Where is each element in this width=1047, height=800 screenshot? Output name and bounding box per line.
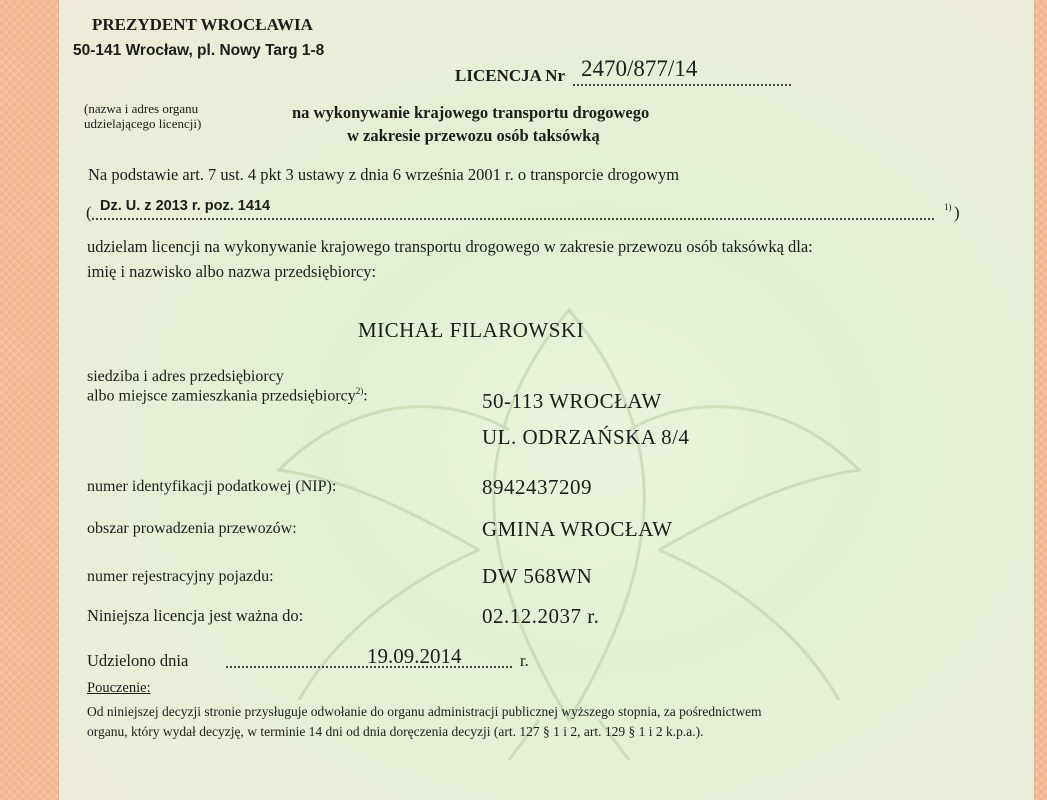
instruction-line-1: Od niniejszej decyzji stronie przysługuje odwołanie do organu administracji publicznej wyższego stopnia, za pośrednictwem [87,704,762,719]
valid-label: Niniejsza licencja jest ważna do: [87,606,304,625]
holder-name-label: imię i nazwisko albo nazwa przedsiębiorcy: [87,262,377,281]
legal-basis: Na podstawie art. 7 ust. 4 pkt 3 ustawy z dnia 6 września 2001 r. o transporcie drogowym [88,165,680,184]
license-number: 2470/877/14 [581,56,698,81]
nip-value: 8942437209 [482,475,592,499]
journal-line [86,200,966,226]
issue-date: 19.09.2014 [367,644,462,668]
journal-reference: Dz. U. z 2013 r. poz. 1414 [100,198,271,214]
vehicle-label: numer rejestracyjny pojazdu: [87,568,274,585]
license-title [455,56,791,86]
organ-caption-1: (nazwa i adres organu [84,101,199,116]
area-value: GMINA WROCŁAW [482,517,673,541]
organ-address: 50-141 Wrocław, pl. Nowy Targ 1-8 [73,42,325,59]
issue-label: Udzielono dnia [87,651,189,670]
license-subtitle-2: w zakresie przewozu osób taksówką [347,126,600,145]
organ-caption-2: udzielającego licencji) [84,116,202,131]
organ-name: PREZYDENT WROCŁAWIA [92,15,313,34]
instruction-line-2: organu, który wydał decyzję, w terminie 14 dni od dnia doręczenia decyzji (art. 127 § 1 i 2, art. 129 § 1 i 2 k.p.a.). [87,724,704,739]
license-number-line [573,56,791,86]
close-paren: ) [954,203,960,222]
valid-until: 02.12.2037 r. [482,604,600,628]
seat-label-1: siedziba i adres przedsiębiorcy [87,368,284,385]
seat-colon: : [363,387,368,405]
license-subtitle-1: na wykonywanie krajowego transportu drogowego [292,103,650,122]
address-line-1: 50-113 WROCŁAW [482,389,662,413]
license-title-prefix: LICENCJA Nr [455,66,566,85]
grant-text: udzielam licencji na wykonywanie krajowego transportu drogowego w zakresie przewozu osób taksówką dla: [87,237,813,256]
footnote-1: 1) [944,202,952,212]
seat-label-text: albo miejsce zamieszkania przedsiębiorcy [87,387,356,405]
issue-suffix: r. [520,651,529,670]
holder-name: MICHAŁ FILAROWSKI [358,318,585,342]
address-line-2: UL. ODRZAŃSKA 8/4 [482,425,690,449]
footnote-2: 2) [355,386,364,396]
vehicle-value: DW 568WN [482,564,593,588]
open-paren: ( [86,203,92,222]
nip-label: numer identyfikacji podatkowej (NIP): [87,478,337,495]
seat-label-2 [87,386,368,405]
area-label: obszar prowadzenia przewozów: [87,520,297,537]
instruction-heading: Pouczenie: [87,680,151,696]
